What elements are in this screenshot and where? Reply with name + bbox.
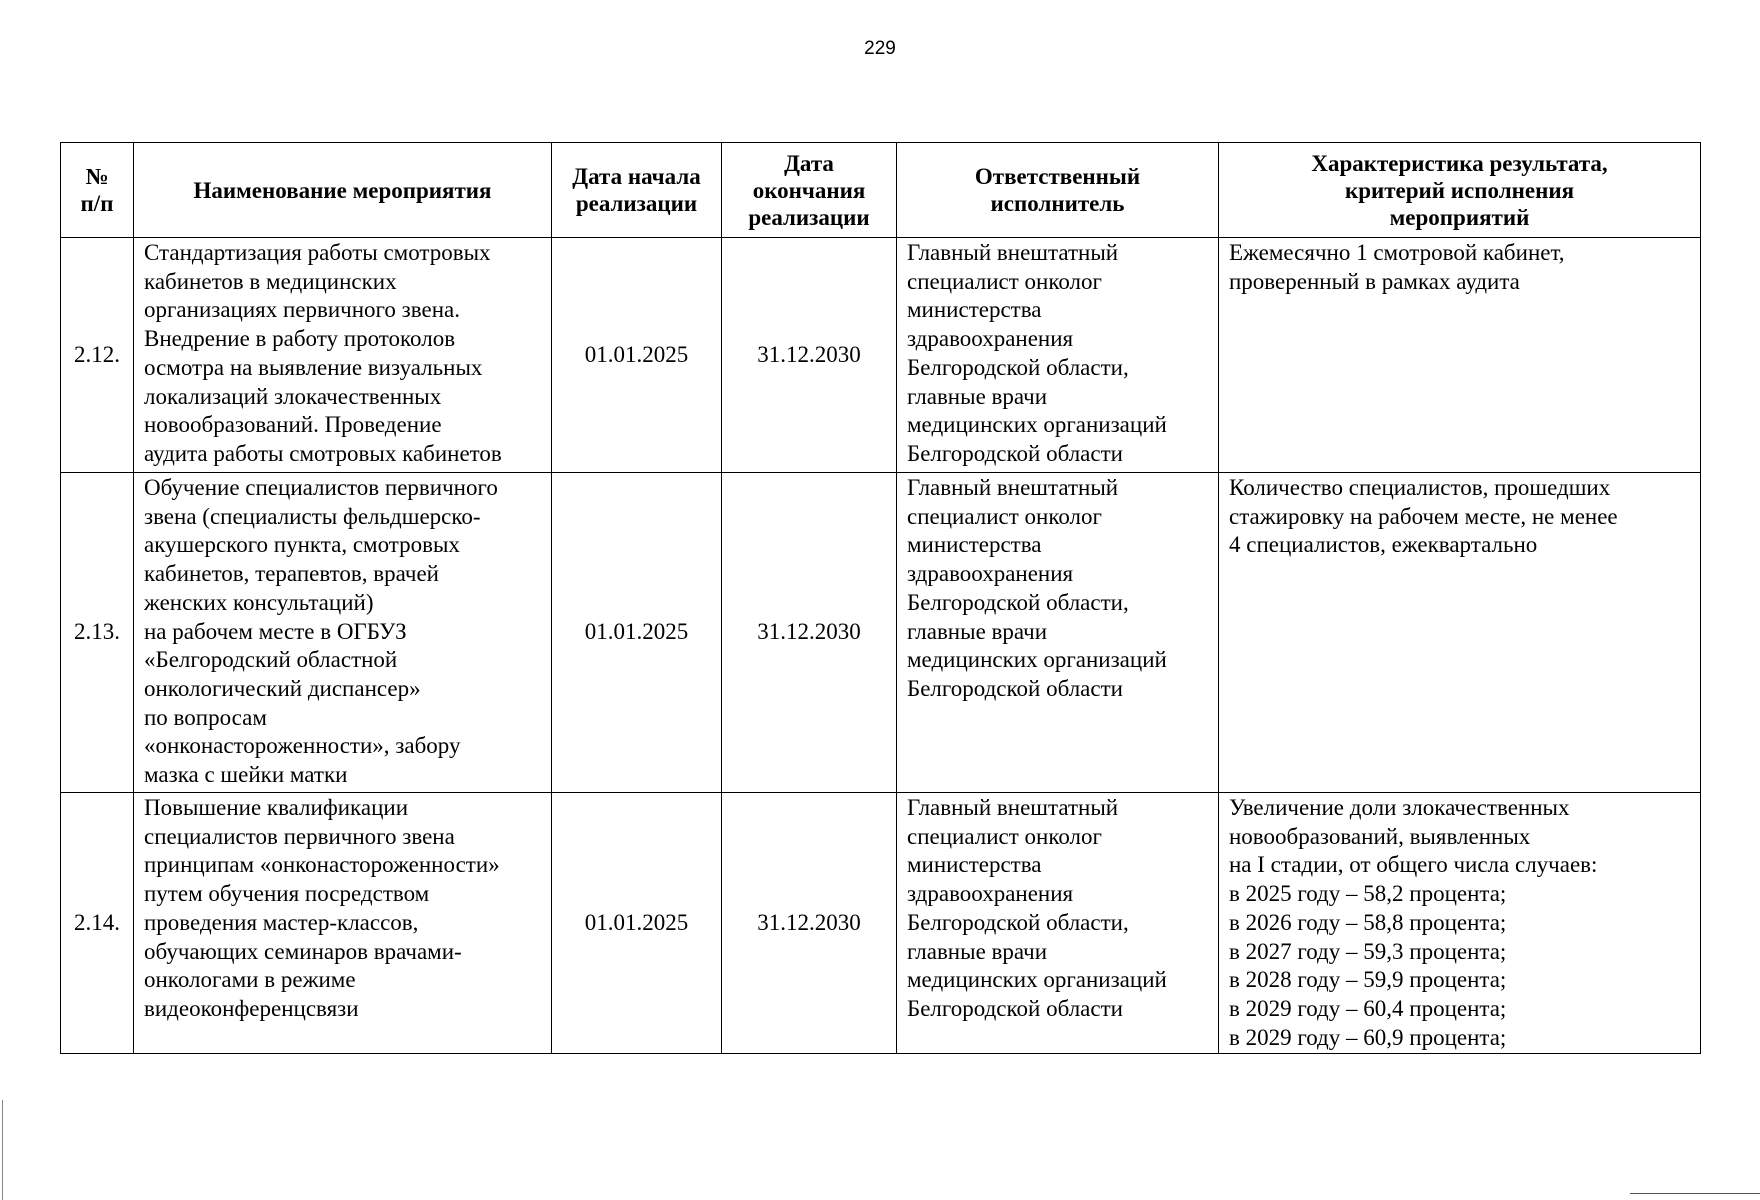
text-line: видеоконференцсвязи bbox=[144, 995, 359, 1021]
text-line: новообразований, выявленных bbox=[1229, 823, 1531, 849]
start-date: 01.01.2025 bbox=[552, 793, 722, 1054]
text-line: онкологический диспансер» bbox=[144, 675, 421, 701]
text-line: Белгородской области bbox=[907, 675, 1123, 701]
text-line: Обучение специалистов первичного bbox=[144, 475, 498, 500]
text-line: принципам «онконастороженности» bbox=[144, 852, 500, 878]
text-line: здравоохранения bbox=[907, 561, 1074, 587]
text-line: медицинских организаций bbox=[907, 412, 1167, 438]
text-line: 4 специалистов, ежеквартально bbox=[1229, 532, 1538, 558]
text-line: медицинских организаций bbox=[907, 967, 1167, 993]
result-criteria bbox=[1219, 238, 1701, 473]
text-line: кабинетов, терапевтов, врачей bbox=[144, 561, 439, 587]
text-line: женских консультаций) bbox=[144, 589, 374, 615]
text-line: № bbox=[85, 164, 109, 189]
text-line: путем обучения посредством bbox=[144, 881, 430, 907]
text-line: министерства bbox=[907, 297, 1042, 323]
text-line: «онконастороженности», забору bbox=[144, 733, 461, 759]
text-line: в 2026 году – 58,8 процента; bbox=[1229, 909, 1507, 935]
text-line: Количество специалистов, прошедших bbox=[1229, 475, 1611, 500]
result-criteria bbox=[1219, 793, 1701, 1054]
text-line: Дата начала bbox=[572, 164, 701, 189]
table-row bbox=[61, 793, 1701, 1054]
activity-name bbox=[134, 793, 552, 1054]
text-line: по вопросам bbox=[144, 704, 267, 730]
text-line: организациях первичного звена. bbox=[144, 297, 460, 323]
text-line: п/п bbox=[80, 191, 114, 216]
text-line: «Белгородский областной bbox=[144, 647, 398, 673]
text-line: звена (специалисты фельдшерско- bbox=[144, 503, 481, 529]
header-activity-name bbox=[134, 143, 552, 238]
start-date: 01.01.2025 bbox=[552, 238, 722, 473]
text-line: окончания bbox=[752, 177, 866, 203]
responsible-executor bbox=[897, 238, 1219, 473]
text-line: Дата bbox=[784, 150, 834, 176]
text-line: критерий исполнения bbox=[1344, 177, 1575, 203]
end-date: 31.12.2030 bbox=[722, 473, 897, 793]
text-line: специалист онколог bbox=[907, 503, 1102, 529]
text-line: здравоохранения bbox=[907, 326, 1074, 352]
start-date: 01.01.2025 bbox=[552, 473, 722, 793]
text-line: специалистов первичного звена bbox=[144, 823, 455, 849]
text-line: проведения мастер-классов, bbox=[144, 909, 419, 935]
text-line: стажировку на рабочем месте, не менее bbox=[1229, 503, 1618, 529]
text-line: Увеличение доли злокачественных bbox=[1229, 795, 1570, 820]
text-line: Белгородской области bbox=[907, 995, 1123, 1021]
text-line: на I стадии, от общего числа случаев: bbox=[1229, 852, 1598, 878]
text-line: кабинетов в медицинских bbox=[144, 268, 397, 294]
text-line: Характеристика результата, bbox=[1311, 150, 1608, 176]
text-line: в 2025 году – 58,2 процента; bbox=[1229, 881, 1507, 907]
text-line: специалист онколог bbox=[907, 268, 1102, 294]
text-line: Ежемесячно 1 смотровой кабинет, bbox=[1229, 240, 1565, 265]
activity-name bbox=[134, 238, 552, 473]
header-responsible bbox=[897, 143, 1219, 238]
text-line: главные врачи bbox=[907, 383, 1048, 409]
text-line: министерства bbox=[907, 852, 1042, 878]
text-line: осмотра на выявление визуальных bbox=[144, 354, 483, 380]
header-start-date bbox=[552, 143, 722, 238]
text-line: в 2029 году – 60,4 процента; bbox=[1229, 995, 1507, 1021]
text-line: Белгородской области bbox=[907, 440, 1123, 466]
text-line: Белгородской области, bbox=[907, 354, 1129, 380]
row-number: 2.12. bbox=[61, 238, 134, 473]
text-line: мазка с шейки матки bbox=[144, 762, 348, 788]
scan-edge-line bbox=[1630, 1193, 1760, 1194]
text-line: обучающих семинаров врачами- bbox=[144, 938, 462, 964]
header-number bbox=[61, 143, 134, 238]
header-end-date bbox=[722, 143, 897, 238]
page-number: 229 bbox=[864, 38, 896, 59]
text-line: Повышение квалификации bbox=[144, 795, 409, 820]
text-line: Белгородской области, bbox=[907, 909, 1129, 935]
text-line: Главный внештатный bbox=[907, 240, 1119, 265]
row-number: 2.14. bbox=[61, 793, 134, 1054]
text-line: новообразований. Проведение bbox=[144, 412, 442, 438]
text-line: в 2027 году – 59,3 процента; bbox=[1229, 938, 1507, 964]
activity-name bbox=[134, 473, 552, 793]
text-line: в 2029 году – 60,9 процента; bbox=[1229, 1024, 1507, 1050]
text-line: Внедрение в работу протоколов bbox=[144, 326, 456, 352]
row-number: 2.13. bbox=[61, 473, 134, 793]
text-line: на рабочем месте в ОГБУЗ bbox=[144, 618, 407, 644]
text-line: Белгородской области, bbox=[907, 589, 1129, 615]
text-line: Стандартизация работы смотровых bbox=[144, 240, 491, 265]
responsible-executor bbox=[897, 473, 1219, 793]
text-line: Главный внештатный bbox=[907, 795, 1119, 820]
text-line: специалист онколог bbox=[907, 823, 1102, 849]
text-line: главные врачи bbox=[907, 938, 1048, 964]
table-header-row bbox=[61, 143, 1701, 238]
text-line: онкологами в режиме bbox=[144, 967, 356, 993]
text-line: Главный внештатный bbox=[907, 475, 1119, 500]
text-line: исполнитель bbox=[990, 191, 1125, 216]
text-line: медицинских организаций bbox=[907, 647, 1167, 673]
text-line: Ответственный bbox=[974, 164, 1141, 189]
text-line: здравоохранения bbox=[907, 881, 1074, 907]
text-line: мероприятий bbox=[1389, 204, 1530, 230]
result-criteria bbox=[1219, 473, 1701, 793]
text-line: проверенный в рамках аудита bbox=[1229, 268, 1520, 294]
text-line: Наименование мероприятия bbox=[193, 177, 492, 203]
table-row bbox=[61, 238, 1701, 473]
end-date: 31.12.2030 bbox=[722, 793, 897, 1054]
header-result bbox=[1219, 143, 1701, 238]
end-date: 31.12.2030 bbox=[722, 238, 897, 473]
text-line: главные врачи bbox=[907, 618, 1048, 644]
responsible-executor bbox=[897, 793, 1219, 1054]
text-line: локализаций злокачественных bbox=[144, 383, 442, 409]
text-line: в 2028 году – 59,9 процента; bbox=[1229, 967, 1507, 993]
text-line: реализации bbox=[575, 191, 698, 216]
text-line: аудита работы смотровых кабинетов bbox=[144, 440, 502, 466]
text-line: министерства bbox=[907, 532, 1042, 558]
text-line: реализации bbox=[748, 204, 870, 230]
text-line: акушерского пункта, смотровых bbox=[144, 532, 460, 558]
table-row bbox=[61, 473, 1701, 793]
activities-table bbox=[60, 142, 1701, 1054]
scan-left-edge bbox=[2, 1100, 3, 1200]
